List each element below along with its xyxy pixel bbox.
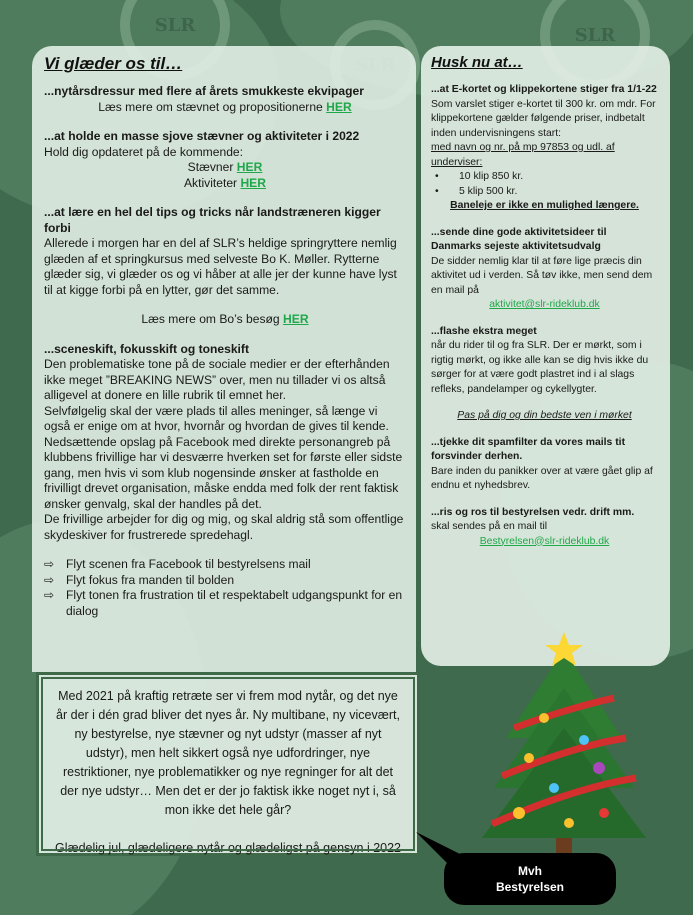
section-body: De sidder nemlig klar til at føre lige præcis din aktivitet ud i verden. Så tøv ikke, men send dem en mail på <box>431 255 653 296</box>
list-item <box>44 588 406 619</box>
dressur-link[interactable]: HER <box>326 99 352 114</box>
section-link-line <box>44 312 406 328</box>
list-item <box>44 557 406 573</box>
section-activity-ideas <box>431 226 658 313</box>
activities-link[interactable]: HER <box>240 175 266 190</box>
list-item-text: Flyt scenen fra Facebook til bestyrelsens mail <box>66 557 311 571</box>
board-email-link[interactable]: Bestyrelsen@slr-rideklub.dk <box>479 535 610 547</box>
bullet-icon: • <box>435 171 439 182</box>
section-body: Den problematiske tone på de sociale medier er der efterhånden ikke meget ”BREAKING NEWS” over, men nu tillader vi os altså alligevel at donere en lille rubrik til emnet her. <box>44 357 390 402</box>
section-body: Nedsættende opslag på Facebook med direkte personangreb på klubbens frivillige har vi desværre hverken set for første eller sidste gang, men hvis vi som klub nogensinde ønsker at fastholde en frivilligt drevet organisation, måske endda med folk der rent faktisk ønsker genvalg, skal der handles på det. <box>44 434 403 511</box>
section-events <box>44 129 406 191</box>
link-line-text: Aktiviteter <box>183 175 238 190</box>
arrow-list <box>44 557 406 619</box>
section-note: Baneleje er ikke en mulighed længere. <box>450 200 639 211</box>
right-column <box>421 46 670 666</box>
section-title: ...tjekke dit spamfilter da vores mails tit forsvinder derhen. <box>431 436 626 462</box>
list-item <box>44 573 406 589</box>
link-line-text: Stævner <box>187 160 234 174</box>
signature-greeting: Mvh <box>518 864 542 878</box>
list-item-text: Flyt tonen fra frustration til et respektabelt udgangspunkt for en dialog <box>66 588 403 618</box>
section-feedback <box>431 506 658 550</box>
new-year-message-box <box>36 672 420 856</box>
section-link-line <box>44 160 406 176</box>
section-title: ...at holde en masse sjove stævner og aktiviteter i 2022 <box>44 129 360 143</box>
section-link-line <box>44 176 406 192</box>
section-motto: Pas på dig og din bedste ven i mørket <box>457 410 632 421</box>
section-dressur <box>44 84 406 115</box>
list-item <box>435 185 658 200</box>
signature-bubble <box>444 853 616 905</box>
list-item-text: 10 klip 850 kr. <box>459 171 524 182</box>
section-body-underlined: med navn og nr. på mp 97853 og udl. af underviser: <box>431 142 615 168</box>
left-column <box>32 46 416 672</box>
link-line-text: Læs mere om Bo’s besøg <box>141 312 280 326</box>
section-title: ...at E-kortet og klippekortene stiger fra 1/1-22 <box>431 84 657 95</box>
section-title: ...sceneskift, fokusskift og toneskift <box>44 341 249 356</box>
section-body: Allerede i morgen har en del af SLR’s heldige springryttere nemlig glæden af et springkursus med selveste Bo K. Møller. Rytterne glæder sig, vi glæder os og vi håber at alle jer der kunne have lyst til at kigge forbi på en lytter, gør det samme. <box>44 236 397 297</box>
list-item <box>435 170 658 185</box>
arrow-right-icon: ⇨ <box>44 572 55 587</box>
signature-sender: Bestyrelsen <box>495 880 565 894</box>
section-reflective <box>431 325 658 424</box>
link-line-text: Læs mere om stævnet og propositionerne <box>98 99 323 114</box>
right-heading: Husk nu at… <box>431 54 523 71</box>
list-item-text: Flyt fokus fra manden til bolden <box>66 572 235 587</box>
section-tone <box>44 342 406 544</box>
section-body: Som varslet stiger e-kortet til 300 kr. om mdr. For klippekortene gælder følgende priser, indbetalt inden undervisningens start: <box>431 98 656 139</box>
coach-visit-link[interactable]: HER <box>283 312 309 326</box>
section-title: ...nytårsdressur med flere af årets smukkeste ekvipager <box>44 84 364 98</box>
arrow-right-icon: ⇨ <box>44 557 55 571</box>
section-title: ...sende dine gode aktivitetsideer til Danmarks sejeste aktivitetsudvalg <box>431 226 607 252</box>
message-paragraph: Med 2021 på kraftig retræte ser vi frem mod nytår, og det nye år der i dén grad bliver det nyes år. Ny multibane, ny vicevært, ny bestyrelse, nye stævner og nyt udstyr (masser af nyt udstyr), men helt sikkert også nye udfordringer, nye restriktioner, nye problematikker og nye regninger for alt det der nye udstyr… Men det er der jo faktisk ikke noget nyt i, så mon ikke det hele går? <box>56 689 400 817</box>
christmas-tree-icon <box>474 628 654 858</box>
section-coach <box>44 205 406 328</box>
left-heading: Vi glæder os til… <box>44 54 183 73</box>
section-body: Bare inden du panikker over at være gået glip af endnu et nyhedsbrev. <box>431 465 653 491</box>
section-body: skal sendes på en mail til <box>431 521 548 532</box>
activity-email-link[interactable]: aktivitet@slr-rideklub.dk <box>489 299 600 310</box>
section-link-line <box>44 100 406 116</box>
section-prices <box>431 83 658 214</box>
section-title: ...ris og ros til bestyrelsen vedr. drift mm. <box>431 506 635 518</box>
section-title: ...flashe ekstra meget <box>431 325 537 337</box>
arrow-right-icon: ⇨ <box>44 588 55 602</box>
message-greeting: Glædelig jul, glædeligere nytår og glædeligst på gensyn i 2022 <box>54 841 402 855</box>
section-spam <box>431 436 658 494</box>
club-logo-text: SLR <box>154 14 196 36</box>
events-link[interactable]: HER <box>236 160 263 174</box>
club-logo-text: SLR <box>574 24 616 46</box>
section-body: De frivillige arbejder for dig og mig, og skal aldrig stå som offentlige skydeskiver for frustrerede spredehagl. <box>44 512 404 542</box>
section-body: Hold dig opdateret på de kommende: <box>44 144 244 159</box>
section-title: ...at lære en hel del tips og tricks når landstræneren kigger forbi <box>44 205 381 235</box>
section-body: når du rider til og fra SLR. Der er mørkt, som i rigtig mørkt, og ikke alle kan se dig hvis ikke du sørger for at være godt plastret ind i al slags refleks, pandelamper og cykellygter. <box>431 340 649 395</box>
price-list <box>435 170 658 199</box>
bullet-icon: • <box>435 185 439 197</box>
section-body: Selvfølgelig skal der være plads til alles meninger, så længe vi også er enige om at hvor, hvornår og hvordan de gives til kende. <box>44 403 389 433</box>
list-item-text: 5 klip 500 kr. <box>459 185 518 197</box>
